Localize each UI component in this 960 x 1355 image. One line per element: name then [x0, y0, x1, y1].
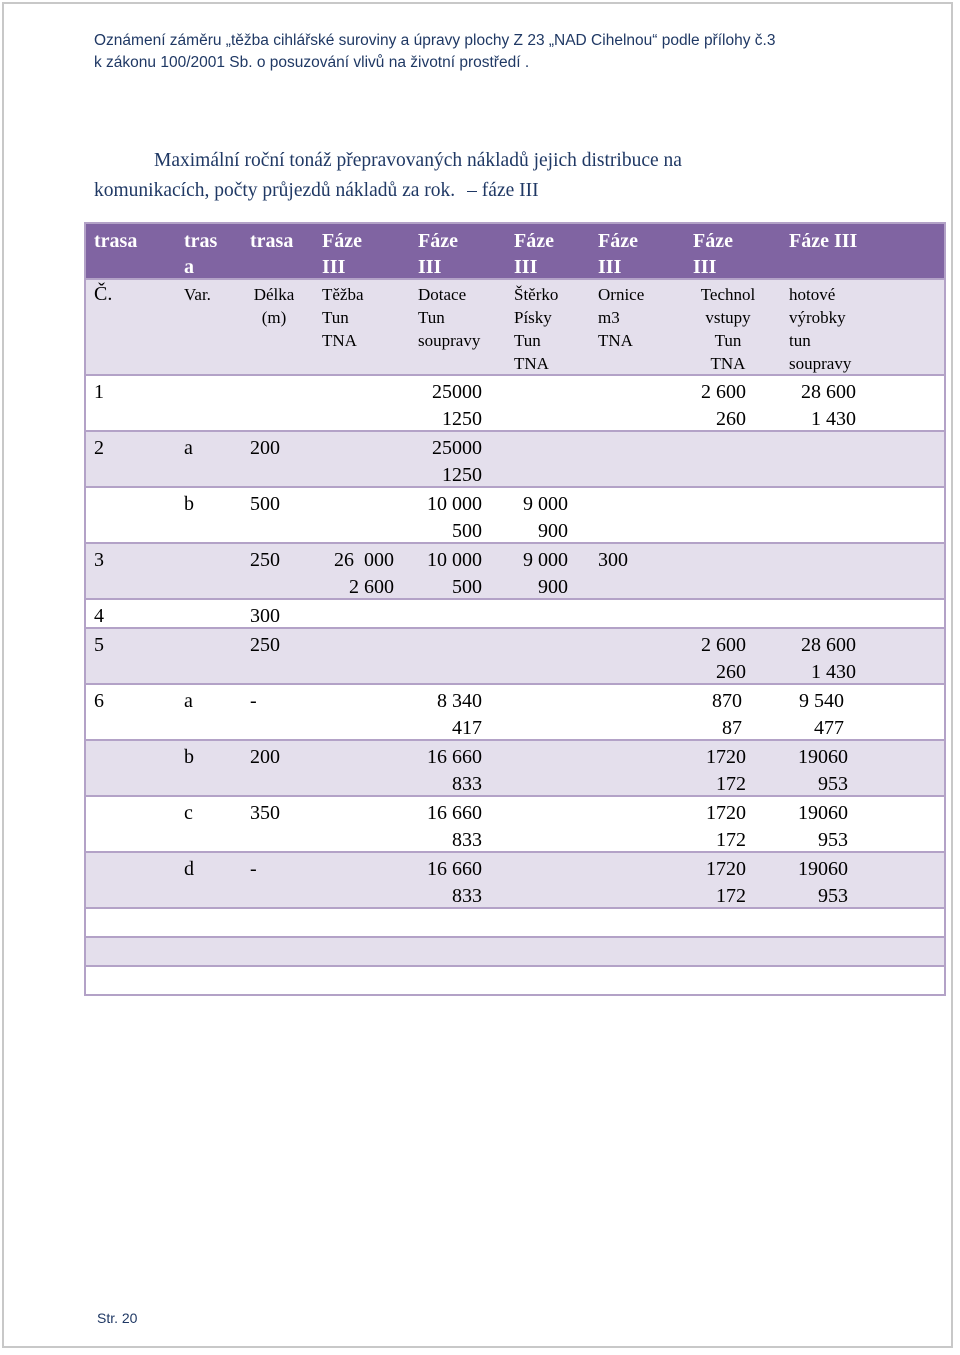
subheader-technol	[690, 283, 766, 375]
subheader-delka-l1: Délka	[253, 285, 295, 304]
cell-technol-tna: 172	[716, 773, 746, 795]
subheader-hotove-l1: hotové	[789, 285, 836, 304]
table-row	[84, 741, 946, 797]
subheader-delka	[248, 283, 300, 329]
subheader-sterko-l1: Štěrko	[514, 285, 559, 304]
subheader-hotove-l3: tun	[789, 331, 811, 350]
cell-delka: 250	[250, 549, 280, 571]
cell-sterko-tna: 900	[538, 576, 568, 598]
heading-line-2	[94, 176, 884, 206]
subheader-dotace-l1: Dotace	[418, 285, 467, 304]
subheader-sterko	[514, 283, 558, 375]
cell-delka: 200	[250, 746, 280, 768]
subheader-hotove	[789, 283, 851, 375]
cell-technol	[666, 800, 746, 854]
cell-dotace-tun: 16 660	[427, 858, 482, 880]
cell-sterko	[496, 547, 568, 601]
cell-hotove-soupravy: 953	[818, 773, 848, 795]
subheader-sterko-l2: Písky	[514, 308, 552, 327]
subheader-dotace-l3: soupravy	[418, 331, 481, 350]
table-row-empty	[84, 938, 946, 967]
cell-hotove-soupravy: 1 430	[811, 661, 856, 683]
cell-hotove	[766, 744, 848, 798]
subheader-technol-l4: TNA	[710, 354, 746, 373]
cell-hotove	[766, 379, 856, 433]
cell-dotace	[406, 744, 482, 798]
cell-hotove	[766, 856, 848, 910]
header-trasa-var-l2: a	[184, 256, 194, 278]
table-row	[84, 488, 946, 544]
cell-hotove-tun: 19060	[798, 858, 848, 880]
cell-delka: 500	[250, 493, 280, 515]
cell-technol	[666, 856, 746, 910]
cell-var: d	[184, 858, 194, 880]
cell-dotace-soupravy: 833	[452, 885, 482, 907]
cell-delka: 250	[250, 634, 280, 656]
subheader-tezba-l3: TNA	[322, 331, 357, 350]
cell-trasa: 4	[94, 605, 104, 627]
cell-trasa: 3	[94, 549, 104, 571]
subheader-var: Var.	[184, 285, 211, 304]
cell-delka: 350	[250, 802, 280, 824]
table-heading	[94, 146, 884, 206]
subheader-hotove-l2: výrobky	[789, 308, 846, 327]
cell-dotace-tun: 10 000	[427, 549, 482, 571]
cell-technol-tun: 1720	[706, 802, 746, 824]
table-row-empty	[84, 967, 946, 996]
cell-var: b	[184, 746, 194, 768]
cell-dotace	[406, 491, 482, 545]
cell-dotace-tun: 10 000	[427, 493, 482, 515]
table-row	[84, 432, 946, 488]
header-faze-tezba-l2: III	[322, 256, 346, 278]
cell-hotove	[766, 632, 856, 686]
cell-delka: -	[250, 690, 257, 712]
cell-hotove	[766, 688, 844, 742]
cell-ornice: 300	[598, 549, 628, 571]
table-row	[84, 797, 946, 853]
header-faze-technol-l1: Fáze	[693, 230, 733, 252]
cell-dotace	[406, 547, 482, 601]
cell-sterko	[496, 491, 568, 545]
subheader-technol-l3: Tun	[714, 331, 742, 350]
header-faze-ornice-l1: Fáze	[598, 230, 638, 252]
header-trasa-length: trasa	[250, 230, 294, 252]
cell-tezba	[312, 547, 394, 601]
subheader-dotace-l2: Tun	[418, 308, 445, 327]
subheader-dotace	[418, 283, 480, 352]
header-faze-hotove: Fáze III	[789, 230, 858, 252]
cell-dotace-soupravy: 500	[452, 576, 482, 598]
cell-delka: -	[250, 858, 257, 880]
cell-dotace-tun: 16 660	[427, 746, 482, 768]
header-faze-technol	[693, 228, 733, 280]
table-row	[84, 685, 946, 741]
cell-technol-tna: 260	[716, 408, 746, 430]
cell-hotove-soupravy: 477	[814, 717, 844, 739]
cell-trasa: 2	[94, 437, 104, 459]
cell-sterko-tun: 9 000	[523, 549, 568, 571]
header-faze-dotace-l2: III	[418, 256, 442, 278]
cell-hotove-soupravy: 953	[818, 829, 848, 851]
header-faze-dotace	[418, 228, 458, 280]
heading-phase: – fáze III	[467, 180, 539, 201]
header-faze-sterko-l2: III	[514, 256, 538, 278]
cell-delka: 300	[250, 605, 280, 627]
table-row	[84, 853, 946, 909]
cell-dotace-tun: 8 340	[437, 690, 482, 712]
header-note-line-2: k zákonu 100/2001 Sb. o posuzování vlivů na životní prostředí .	[94, 54, 530, 71]
subheader-technol-l2: vstupy	[705, 308, 751, 327]
cell-technol-tna: 260	[716, 661, 746, 683]
cell-var: a	[184, 690, 193, 712]
table-subheader-row	[84, 280, 946, 376]
subheader-technol-l1: Technol	[700, 285, 756, 304]
cell-trasa: 5	[94, 634, 104, 656]
cell-hotove-soupravy: 1 430	[811, 408, 856, 430]
cell-var: a	[184, 437, 193, 459]
cell-trasa: 1	[94, 381, 104, 403]
cell-dotace-soupravy: 1250	[442, 464, 482, 486]
cell-dotace-tun: 25000	[432, 437, 482, 459]
cell-dotace-soupravy: 833	[452, 773, 482, 795]
table-row	[84, 629, 946, 685]
cell-technol	[666, 379, 746, 433]
header-faze-technol-l2: III	[693, 256, 717, 278]
subheader-ornice-l1: Ornice	[598, 285, 645, 304]
cell-sterko-tna: 900	[538, 520, 568, 542]
table-row	[84, 600, 946, 629]
header-faze-tezba-l1: Fáze	[322, 230, 362, 252]
header-faze-sterko	[514, 228, 554, 280]
cell-technol	[666, 632, 746, 686]
subheader-tezba	[322, 283, 364, 352]
header-faze-ornice-l2: III	[598, 256, 622, 278]
cell-hotove-tun: 19060	[798, 802, 848, 824]
subheader-ornice	[598, 283, 644, 352]
subheader-ornice-l2: m3	[598, 308, 620, 327]
cell-technol-tun: 2 600	[701, 634, 746, 656]
heading-line-1: Maximální roční tonáž přepravovaných nákladů jejich distribuce na	[154, 150, 682, 171]
page-number: Str. 20	[97, 1310, 138, 1326]
subheader-delka-l2: (m)	[261, 308, 287, 327]
header-faze-dotace-l1: Fáze	[418, 230, 458, 252]
cell-tezba-tun: 26 000	[334, 549, 394, 571]
cell-hotove-tun: 19060	[798, 746, 848, 768]
cell-technol-tun: 870	[712, 690, 742, 712]
cell-technol	[666, 688, 742, 742]
cell-technol-tna: 172	[716, 829, 746, 851]
table-row-empty	[84, 909, 946, 938]
cell-dotace	[406, 435, 482, 489]
header-faze-ornice	[598, 228, 638, 280]
heading-line-2-text: komunikacích, počty průjezdů nákladů za rok.	[94, 180, 456, 201]
subheader-hotove-l4: soupravy	[789, 354, 852, 373]
header-trasa-var	[184, 228, 217, 280]
header-note-line-1: Oznámení záměru „těžba cihlářské suroviny a úpravy plochy Z 23 „NAD Cihelnou“ podle přílohy č.3	[94, 32, 776, 49]
cell-technol-tun: 1720	[706, 746, 746, 768]
cell-var: b	[184, 493, 194, 515]
table-row	[84, 544, 946, 600]
subheader-cislo: Č.	[94, 283, 113, 305]
header-trasa-no: trasa	[94, 230, 138, 252]
cell-dotace-soupravy: 833	[452, 829, 482, 851]
cell-dotace	[406, 856, 482, 910]
cell-dotace-soupravy: 417	[452, 717, 482, 739]
cell-hotove-tun: 28 600	[801, 381, 856, 403]
tonnage-table	[84, 222, 946, 996]
table-row	[84, 376, 946, 432]
cell-dotace-soupravy: 500	[452, 520, 482, 542]
header-trasa-var-l1: tras	[184, 230, 218, 252]
cell-hotove-tun: 28 600	[801, 634, 856, 656]
cell-delka: 200	[250, 437, 280, 459]
table-header-row	[84, 222, 946, 280]
cell-hotove-tun: 9 540	[799, 690, 844, 712]
header-faze-sterko-l1: Fáze	[514, 230, 554, 252]
cell-technol-tna: 87	[722, 717, 742, 739]
subheader-sterko-l3: Tun	[514, 331, 541, 350]
cell-trasa: 6	[94, 690, 104, 712]
cell-sterko-tun: 9 000	[523, 493, 568, 515]
cell-dotace-soupravy: 1250	[442, 408, 482, 430]
cell-tezba-tna: 2 600	[349, 576, 394, 598]
cell-hotove	[766, 800, 848, 854]
subheader-ornice-l3: TNA	[598, 331, 633, 350]
subheader-tezba-l2: Tun	[322, 308, 349, 327]
cell-technol-tna: 172	[716, 885, 746, 907]
cell-dotace	[406, 688, 482, 742]
cell-technol-tun: 1720	[706, 858, 746, 880]
document-header-note	[94, 30, 894, 74]
header-faze-tezba	[322, 228, 362, 280]
cell-dotace-tun: 25000	[432, 381, 482, 403]
cell-technol-tun: 2 600	[701, 381, 746, 403]
cell-dotace	[406, 379, 482, 433]
cell-technol	[666, 744, 746, 798]
cell-dotace	[406, 800, 482, 854]
subheader-sterko-l4: TNA	[514, 354, 549, 373]
cell-var: c	[184, 802, 193, 824]
cell-hotove-soupravy: 953	[818, 885, 848, 907]
cell-dotace-tun: 16 660	[427, 802, 482, 824]
subheader-tezba-l1: Těžba	[322, 285, 364, 304]
